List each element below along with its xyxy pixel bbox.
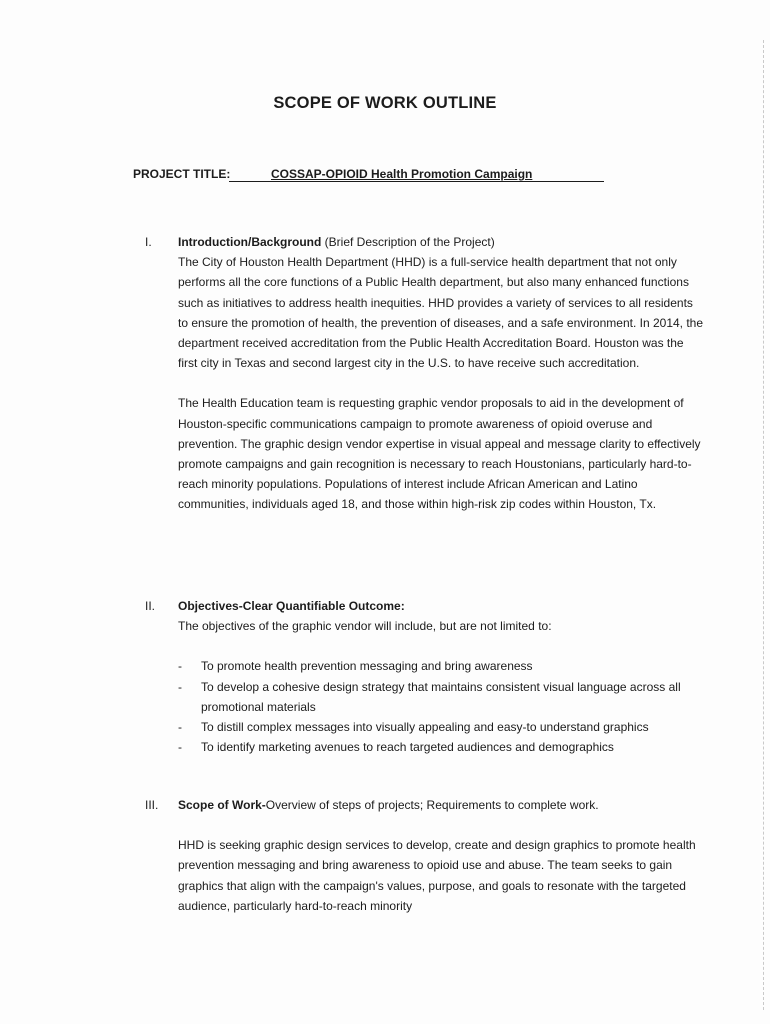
objectives-list [178,656,705,757]
section-heading-line [178,232,705,252]
section-heading: Scope of Work- [178,798,266,812]
list-item: - To promote health prevention messaging and bring awareness [178,656,705,676]
section-numeral: I. [145,235,152,249]
document-title: SCOPE OF WORK OUTLINE [273,94,497,112]
section-heading-note: Overview of steps of projects; Requirements to complete work. [265,798,599,812]
section-heading: Introduction/Background [178,235,322,249]
scan-edge-mark [763,40,764,1010]
section-body [178,232,705,515]
paragraph: HHD is seeking graphic design services to develop, create and design graphics to promote health prevention messaging and bring awareness to opioid use and abuse. The team seeks to gain graphics that align with the campaign's values, purpose, and goals to resonate with the targeted audience, particularly hard-to-reach minority [178,838,696,913]
section-objectives [145,596,705,757]
section-body [178,795,705,916]
list-item: - To identify marketing avenues to reach targeted audiences and demographics [178,737,705,757]
section-heading-note: (Brief Description of the Project) [321,235,495,249]
project-title-label: PROJECT TITLE: [133,167,231,181]
paragraph: The City of Houston Health Department (HHD) is a full-service health department that not only performs all the core functions of a Public Health department, but also many enhanced functions such as initiatives to address health inequities. HHD provides a variety of services to all residents to ensure the promotion of health, the prevention of diseases, and a safe environment. In 2014, the department received accreditation from the Public Health Accreditation Board. Houston was the first city in Texas and second largest city in the U.S. to have receive such accreditation. [178,255,704,371]
project-title-value: COSSAP-OPIOID Health Promotion Campaign [229,167,604,182]
section-heading: Objectives-Clear Quantifiable Outcome: [178,599,405,613]
section-heading-line [178,795,705,815]
section-numeral: III. [145,798,159,812]
project-title-line [133,167,604,182]
section-body [178,596,705,757]
section-numeral: II. [145,599,156,613]
paragraph: The Health Education team is requesting graphic vendor proposals to aid in the development of Houston-specific communications campaign to promote awareness of opioid overuse and prevention. The graphic design vendor expertise in visual appeal and message clarity to effectively promote campaigns and gain recognition is necessary to reach Houstonians, particularly hard-to-reach minority populations. Populations of interest include African American and Latino communities, individuals aged 18, and those within high-risk zip codes within Houston, Tx. [178,396,701,512]
list-item: - To develop a cohesive design strategy that maintains consistent visual language across all promotional materials [178,677,705,717]
section-scope-of-work [145,795,705,916]
list-item: - To distill complex messages into visually appealing and easy-to understand graphics [178,717,705,737]
section-introduction [145,232,705,515]
section-intro: The objectives of the graphic vendor will include, but are not limited to: [178,619,552,634]
